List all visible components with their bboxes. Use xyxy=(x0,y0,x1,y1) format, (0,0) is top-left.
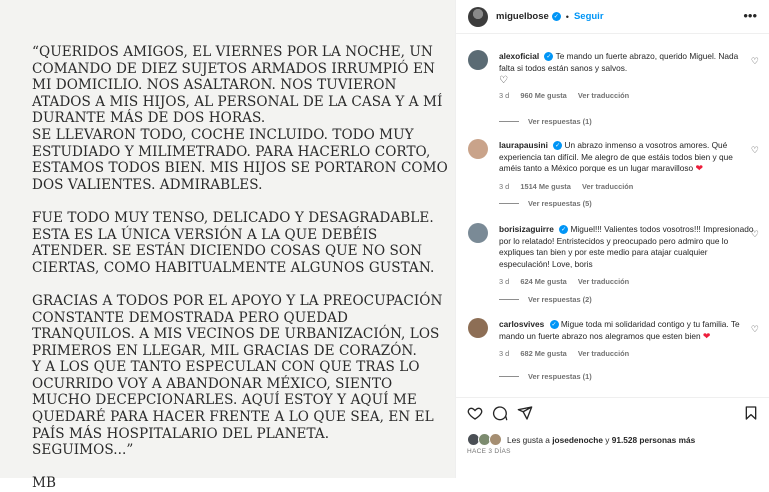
comment-body xyxy=(499,51,754,101)
statement-line: CONSTANTE DEMOSTRADA PERO QUEDAD xyxy=(32,309,348,326)
statement-line: OCURRIDO VOY A ABANDONAR MÉXICO, SIENTO xyxy=(32,375,393,392)
comment-likes[interactable]: 960 Me gusta xyxy=(520,90,567,100)
comment-time: 3 d xyxy=(499,349,510,359)
statement-paragraph-3 xyxy=(32,292,443,459)
commenter-username[interactable]: borisizaguirre xyxy=(499,224,554,234)
statement-line: “QUERIDOS AMIGOS, EL VIERNES POR LA NOCHE, UN xyxy=(32,44,433,60)
statement-line: ESTAMOS TODOS BIEN. MIS HIJOS SE PORTARON COMO xyxy=(32,160,448,177)
liker-avatars xyxy=(467,433,503,446)
share-icon[interactable] xyxy=(517,405,533,421)
statement-line: MI DOMICILIO. NOS ASALTARON. NOS TUVIERON xyxy=(32,77,397,94)
post-sidebar xyxy=(455,0,768,478)
comment-like-icon[interactable]: ♡ xyxy=(750,145,759,155)
commenter-username[interactable]: carlosvives xyxy=(499,319,545,329)
heart-outline-icon: ♡ xyxy=(499,75,508,87)
comment-meta xyxy=(499,348,754,360)
author-username[interactable]: miguelbose xyxy=(496,11,549,22)
statement-line: ATENDER. SE ESTÁN DICIENDO COSAS QUE NO SON xyxy=(32,243,423,260)
comment-likes[interactable]: 1514 Me gusta xyxy=(520,181,571,191)
comment-time: 3 d xyxy=(499,277,510,287)
comment-text: Un abrazo inmenso a vosotros amores. Qué experiencia tan difícil. Me alegro de que estáis todos bien y que améis tanto a México porque es un lugar maravilloso xyxy=(499,140,733,174)
comment-text: Te mando un fuerte abrazo, querido Miguel. Nada falta si todos están sanos y salvos. xyxy=(499,51,739,73)
replies-divider xyxy=(499,299,519,300)
view-replies-label: Ver respuestas (2) xyxy=(528,295,592,304)
red-heart-emoji-icon: ❤ xyxy=(702,330,711,341)
statement-line: TRANQUILOS. A MIS VECINOS DE URBANIZACIÓN, LOS xyxy=(32,326,440,343)
commenter-avatar[interactable] xyxy=(468,139,488,159)
comment-like-icon[interactable]: ♡ xyxy=(750,324,759,334)
header-separator: • xyxy=(565,11,569,22)
view-replies-label: Ver respuestas (1) xyxy=(528,117,592,126)
comment-body xyxy=(499,224,754,288)
statement-line: SEGUIMOS...” xyxy=(32,442,134,459)
comment-like-icon[interactable]: ♡ xyxy=(750,56,759,66)
replies-divider xyxy=(499,376,519,377)
heart-icon[interactable] xyxy=(467,405,483,421)
replies-divider xyxy=(499,203,519,204)
likes-summary xyxy=(467,433,695,446)
statement-line: MUCHO DECEPCIONARLES. AQUÍ ESTOY Y AQUÍ ME xyxy=(32,392,417,409)
translate-link[interactable]: Ver traducción xyxy=(577,277,630,287)
verified-badge-icon: ✓ xyxy=(561,226,567,233)
statement-line: CIERTAS, COMO HABITUALMENTE ALGUNOS GUSTAN. xyxy=(32,259,435,276)
statement-line: ATADOS A MIS HIJOS, AL PERSONAL DE LA CASA Y A MÍ xyxy=(32,93,443,110)
likes-conjunction: y xyxy=(605,434,610,445)
commenter-avatar[interactable] xyxy=(468,50,488,70)
view-replies-button[interactable] xyxy=(499,199,592,208)
post-actions xyxy=(456,397,769,478)
comment-time: 3 d xyxy=(499,90,510,100)
statement-line: PRIMEROS EN LLEGAR, MIL GRACIAS DE CORAZÓN. xyxy=(32,342,417,359)
statement-signature: MB xyxy=(32,475,57,492)
view-replies-button[interactable] xyxy=(499,295,592,304)
red-heart-emoji-icon: ❤ xyxy=(695,163,704,174)
translate-link[interactable]: Ver traducción xyxy=(577,90,630,100)
action-icons xyxy=(467,405,533,421)
post-header xyxy=(456,0,769,34)
liker-avatar xyxy=(489,433,502,446)
statement-line: COMANDO DE DIEZ SUJETOS ARMADOS IRRUMPIÓ EN xyxy=(32,60,435,77)
comment-body xyxy=(499,319,754,360)
verified-badge-icon: ✓ xyxy=(555,142,561,149)
post-timestamp[interactable]: HACE 3 DÍAS xyxy=(467,448,511,455)
comment-meta xyxy=(499,90,754,102)
statement-line: GRACIAS A TODOS POR EL APOYO Y LA PREOCUPACIÓN xyxy=(32,292,443,309)
comment-time: 3 d xyxy=(499,181,510,191)
statement-line: FUE TODO MUY TENSO, DELICADO Y DESAGRADABLE. xyxy=(32,209,434,226)
translate-link[interactable]: Ver traducción xyxy=(581,181,634,191)
comment-text: Migue toda mi solidaridad contigo y tu familia. Te mando un fuerte abrazo nos alegramos que esten bien xyxy=(499,319,740,341)
statement-line: DURANTE MÁS DE DOS HORAS. xyxy=(32,110,266,127)
view-replies-button[interactable] xyxy=(499,372,592,381)
likes-user[interactable]: josedenoche xyxy=(552,434,603,445)
replies-divider xyxy=(499,121,519,122)
comment-icon[interactable] xyxy=(492,405,508,421)
view-replies-label: Ver respuestas (5) xyxy=(528,199,592,208)
comment-text: Miguel!!! Valientes todos vosotros!!! Impresionado por lo relatado! Entristecidos y preocupado pero admiro que lo expliques tan bien y por este medio para atajar cualquier especulación! Love, boris xyxy=(499,224,754,269)
commenter-username[interactable]: alexoficial xyxy=(499,51,540,61)
comment-likes[interactable]: 624 Me gusta xyxy=(520,277,567,287)
follow-button[interactable]: Seguir xyxy=(573,11,604,22)
statement-line: Y A LOS QUE TANTO ESPECULAN CON QUE TRAS LO xyxy=(32,359,420,376)
statement-line: DOS VALIENTES. ADMIRABLES. xyxy=(32,176,263,193)
statement-line: QUEDARÉ PARA HACER FRENTE A LO QUE SEA, EN EL xyxy=(32,409,434,426)
commenter-avatar[interactable] xyxy=(468,223,488,243)
statement-text xyxy=(32,44,448,492)
more-options-icon[interactable]: ••• xyxy=(743,8,757,23)
verified-badge-icon: ✓ xyxy=(553,13,559,20)
likes-prefix: Les gusta a xyxy=(507,434,550,445)
comment-like-icon[interactable]: ♡ xyxy=(750,229,759,239)
view-replies-button[interactable] xyxy=(499,117,592,126)
author-avatar[interactable] xyxy=(468,7,488,27)
comment-meta xyxy=(499,181,754,193)
comment-likes[interactable]: 682 Me gusta xyxy=(520,349,567,359)
commenter-username[interactable]: laurapausini xyxy=(499,140,548,150)
view-replies-label: Ver respuestas (1) xyxy=(528,372,592,381)
statement-line: ESTUDIADO Y MILIMETRADO. PARA HACERLO CORTO, xyxy=(32,143,431,160)
statement-paragraph-2 xyxy=(32,210,434,276)
translate-link[interactable]: Ver traducción xyxy=(577,349,630,359)
statement-line: ESTA ES LA ÚNICA VERSIÓN A LA QUE DEBÉIS xyxy=(32,226,378,243)
verified-badge-icon: ✓ xyxy=(546,53,552,60)
comment-meta xyxy=(499,276,754,288)
verified-badge-icon: ✓ xyxy=(551,321,557,328)
statement-line: SE LLEVARON TODO, COCHE INCLUIDO. TODO MUY xyxy=(32,126,414,143)
statement-line: PAÍS MÁS HOSPITALARIO DEL PLANETA. xyxy=(32,425,330,442)
statement-paragraph-1 xyxy=(32,44,448,193)
likes-count[interactable]: 91.528 personas más xyxy=(611,434,696,445)
comment-body xyxy=(499,140,754,192)
commenter-avatar[interactable] xyxy=(468,318,488,338)
bookmark-icon[interactable] xyxy=(743,405,759,421)
